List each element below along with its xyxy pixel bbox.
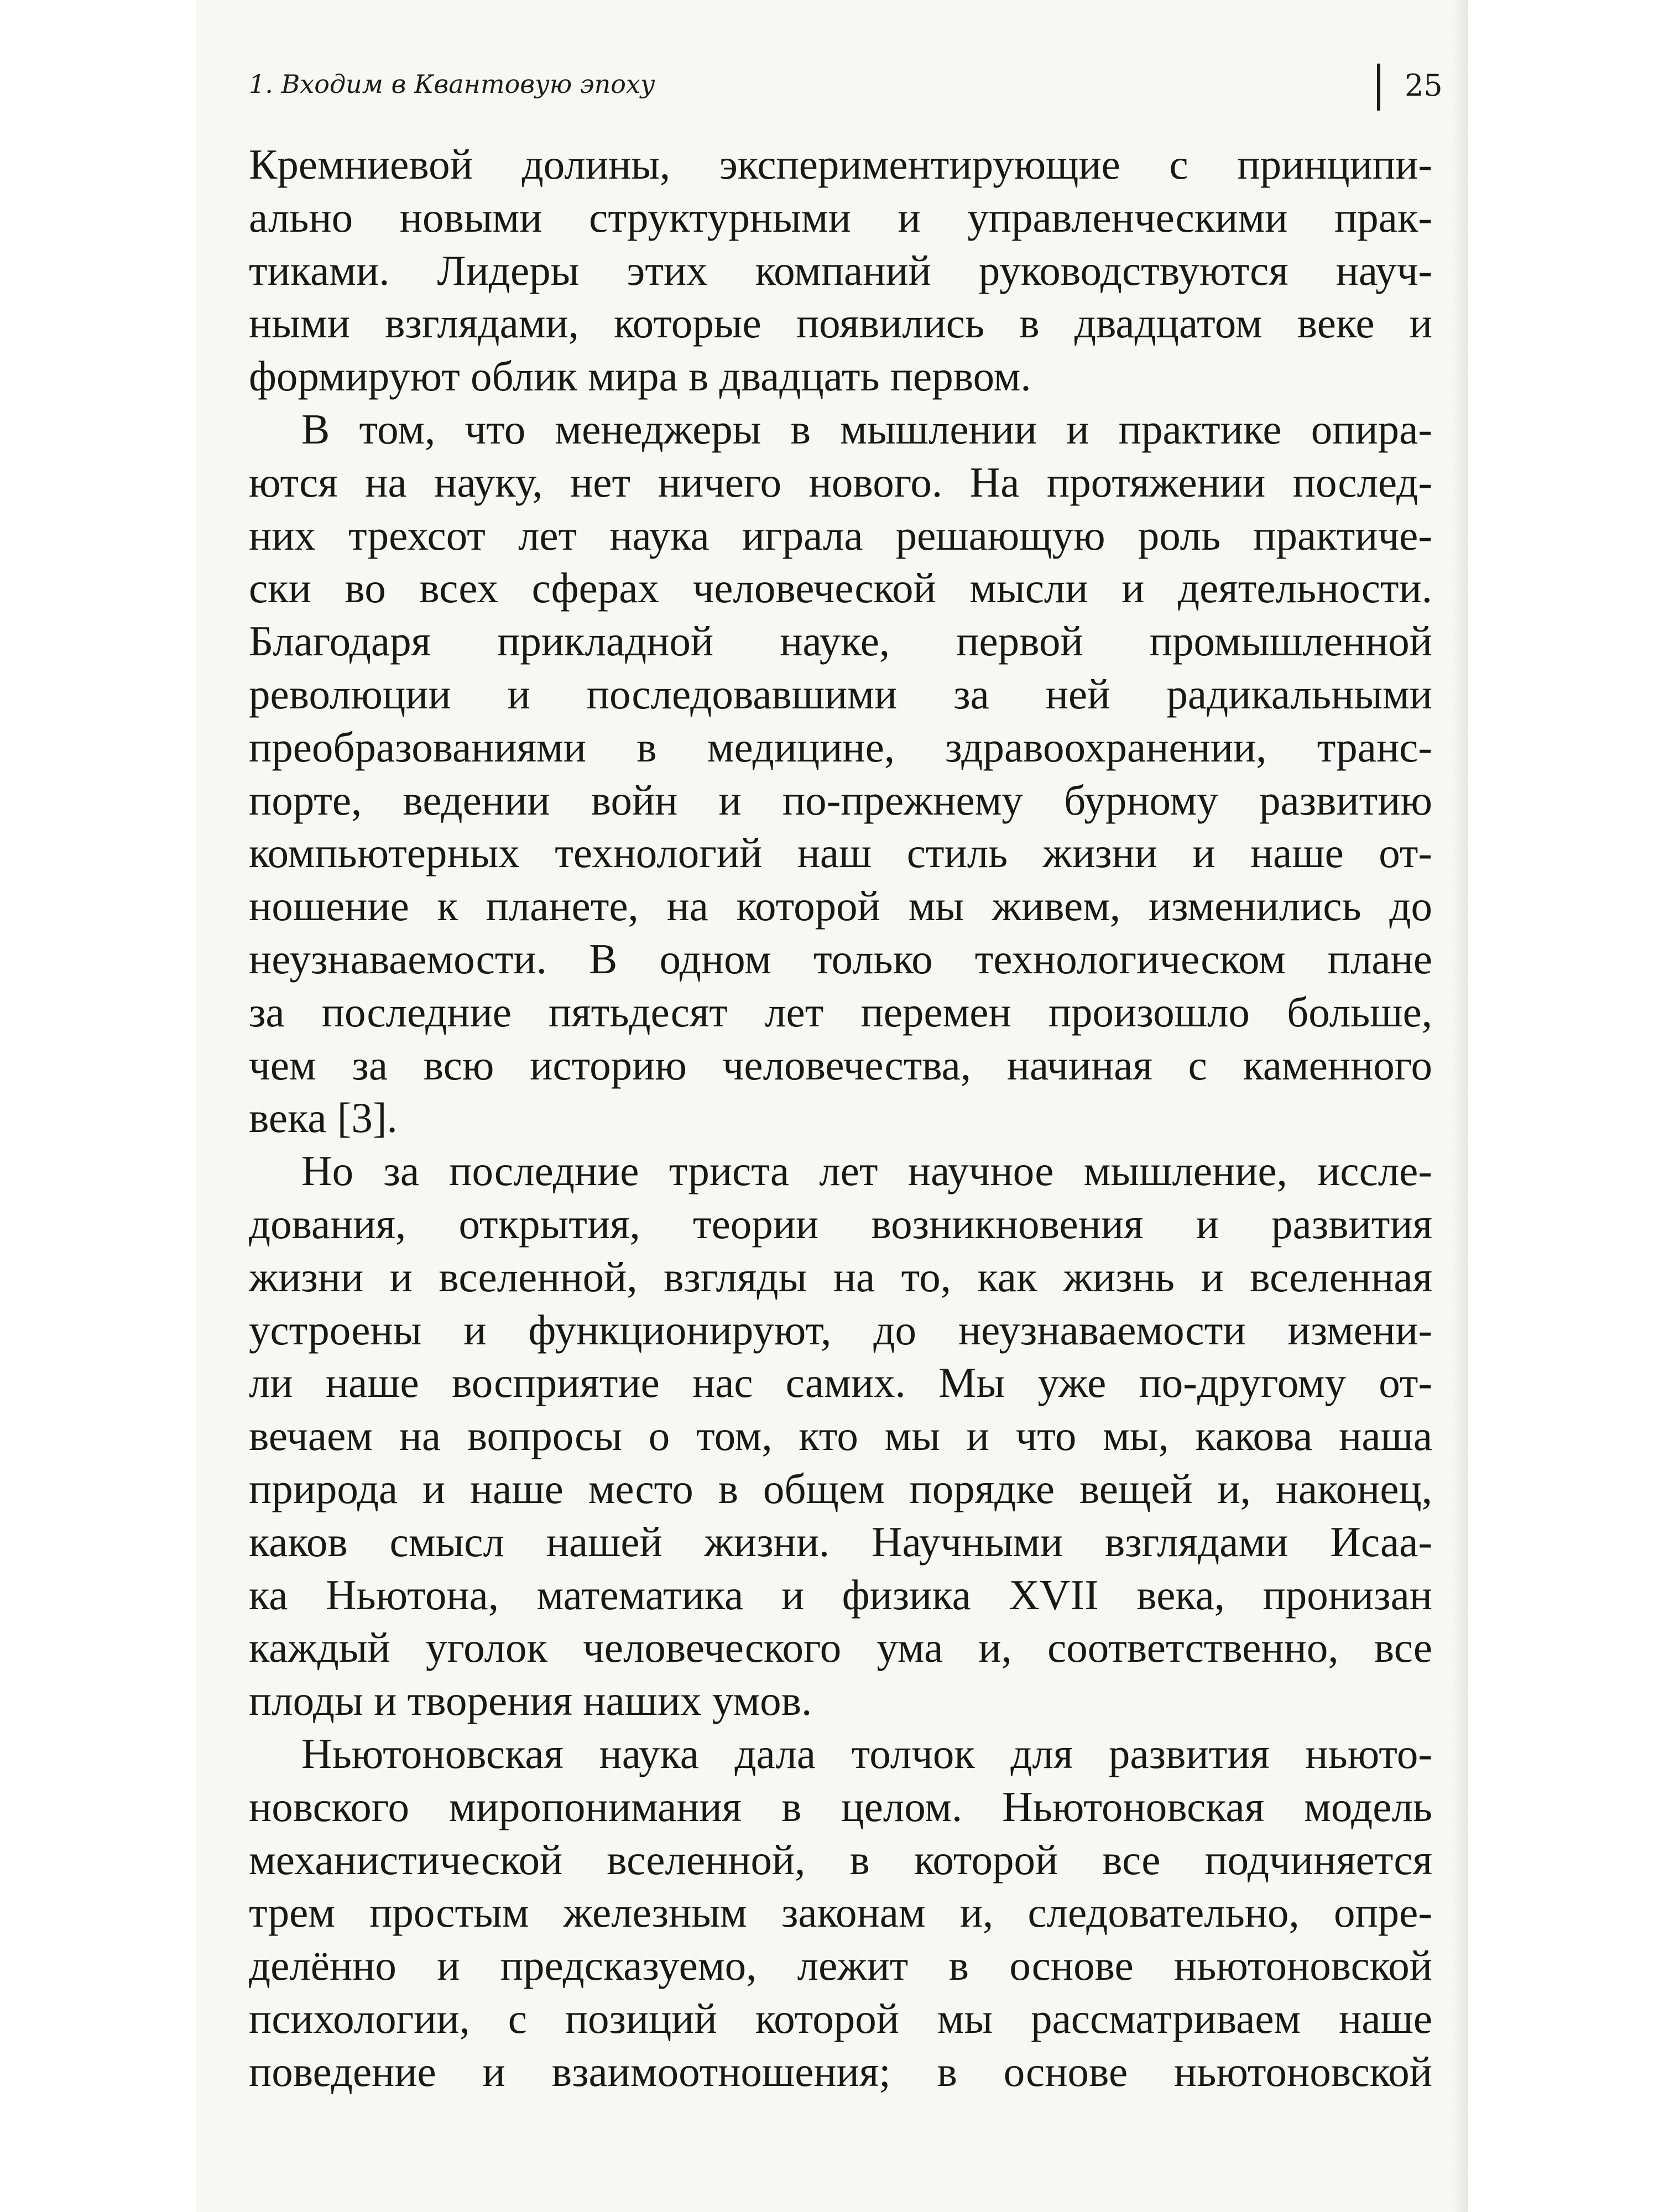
text-line: ются на науку, нет ничего нового. На протяжении послед- [249, 458, 1432, 506]
text-line: тиками. Лидеры этих компаний руководствуются науч- [249, 246, 1432, 294]
text-line: компьютерных технологий наш стиль жизни и наше от- [249, 829, 1432, 877]
chapter-title: 1. Входим в Квантовую эпоху [249, 69, 655, 99]
text-line: дования, открытия, теории возникновения и развития [249, 1199, 1432, 1248]
text-line: неузнаваемости. В одном только технологическом плане [249, 935, 1432, 983]
text-line: ношение к планете, на которой мы живем, изменились до [249, 882, 1432, 930]
text-line: века [3]. [249, 1094, 398, 1142]
text-line: природа и наше место в общем порядке вещей и, наконец, [249, 1464, 1432, 1512]
text-line: жизни и вселенной, взгляды на то, как жизнь и вселенная [249, 1253, 1432, 1301]
text-line: каждый уголок человеческого ума и, соответственно, все [249, 1624, 1432, 1672]
text-line: новского миропонимания в целом. Ньютоновская модель [249, 1782, 1432, 1830]
text-line: Благодаря прикладной науке, первой промышленной [249, 617, 1432, 665]
text-line: поведение и взаимоотношения; в основе ньютоновской [249, 2047, 1432, 2095]
book-page [196, 0, 1468, 2212]
page-number: 25 [1405, 68, 1443, 103]
text-line: трем простым железным законам и, следовательно, опре- [249, 1888, 1432, 1937]
text-line: ально новыми структурными и управленческими прак- [249, 193, 1432, 241]
text-line: Но за последние триста лет научное мышление, иссле- [301, 1147, 1432, 1195]
text-line: устроены и функционируют, до неузнаваемости измени- [249, 1306, 1432, 1354]
text-line: вечаем на вопросы о том, кто мы и что мы, какова наша [249, 1412, 1432, 1460]
text-line: механистической вселенной, в которой все подчиняется [249, 1835, 1432, 1884]
running-head [249, 64, 1443, 113]
body-text [249, 138, 1432, 2098]
text-line: ли наше восприятие нас самих. Мы уже по-другому от- [249, 1359, 1432, 1407]
text-line: каков смысл нашей жизни. Научными взглядами Исаа- [249, 1517, 1432, 1566]
text-line: чем за всю историю человечества, начиная с каменного [249, 1041, 1432, 1089]
header-divider [1377, 64, 1380, 111]
text-line: делённо и предсказуемо, лежит в основе ньютоновской [249, 1942, 1432, 1990]
text-line: порте, ведении войн и по-прежнему бурному развитию [249, 776, 1432, 824]
text-line: ными взглядами, которые появились в двадцатом веке и [249, 299, 1432, 347]
text-line: ски во всех сферах человеческой мысли и деятельности. [249, 564, 1432, 612]
text-line: за последние пятьдесят лет перемен произошло больше, [249, 988, 1432, 1036]
text-line: ка Ньютона, математика и физика XVII века, пронизан [249, 1571, 1432, 1619]
text-line: В том, что менеджеры в мышлении и практике опира- [301, 405, 1432, 453]
text-line: Ньютоновская наука дала толчок для развития ньюто- [301, 1729, 1432, 1777]
text-line: них трехсот лет наука играла решающую роль практиче- [249, 511, 1432, 559]
text-line: преобразованиями в медицине, здравоохранении, транс- [249, 723, 1432, 771]
text-line: психологии, с позиций которой мы рассматриваем наше [249, 1994, 1432, 2042]
text-line: формируют облик мира в двадцать первом. [249, 352, 1031, 400]
text-line: плоды и творения наших умов. [249, 1677, 812, 1725]
text-line: революции и последовавшими за ней радикальными [249, 670, 1432, 718]
page-edge-shadow [1452, 0, 1468, 2212]
text-line: Кремниевой долины, экспериментирующие с принципи- [249, 140, 1432, 188]
